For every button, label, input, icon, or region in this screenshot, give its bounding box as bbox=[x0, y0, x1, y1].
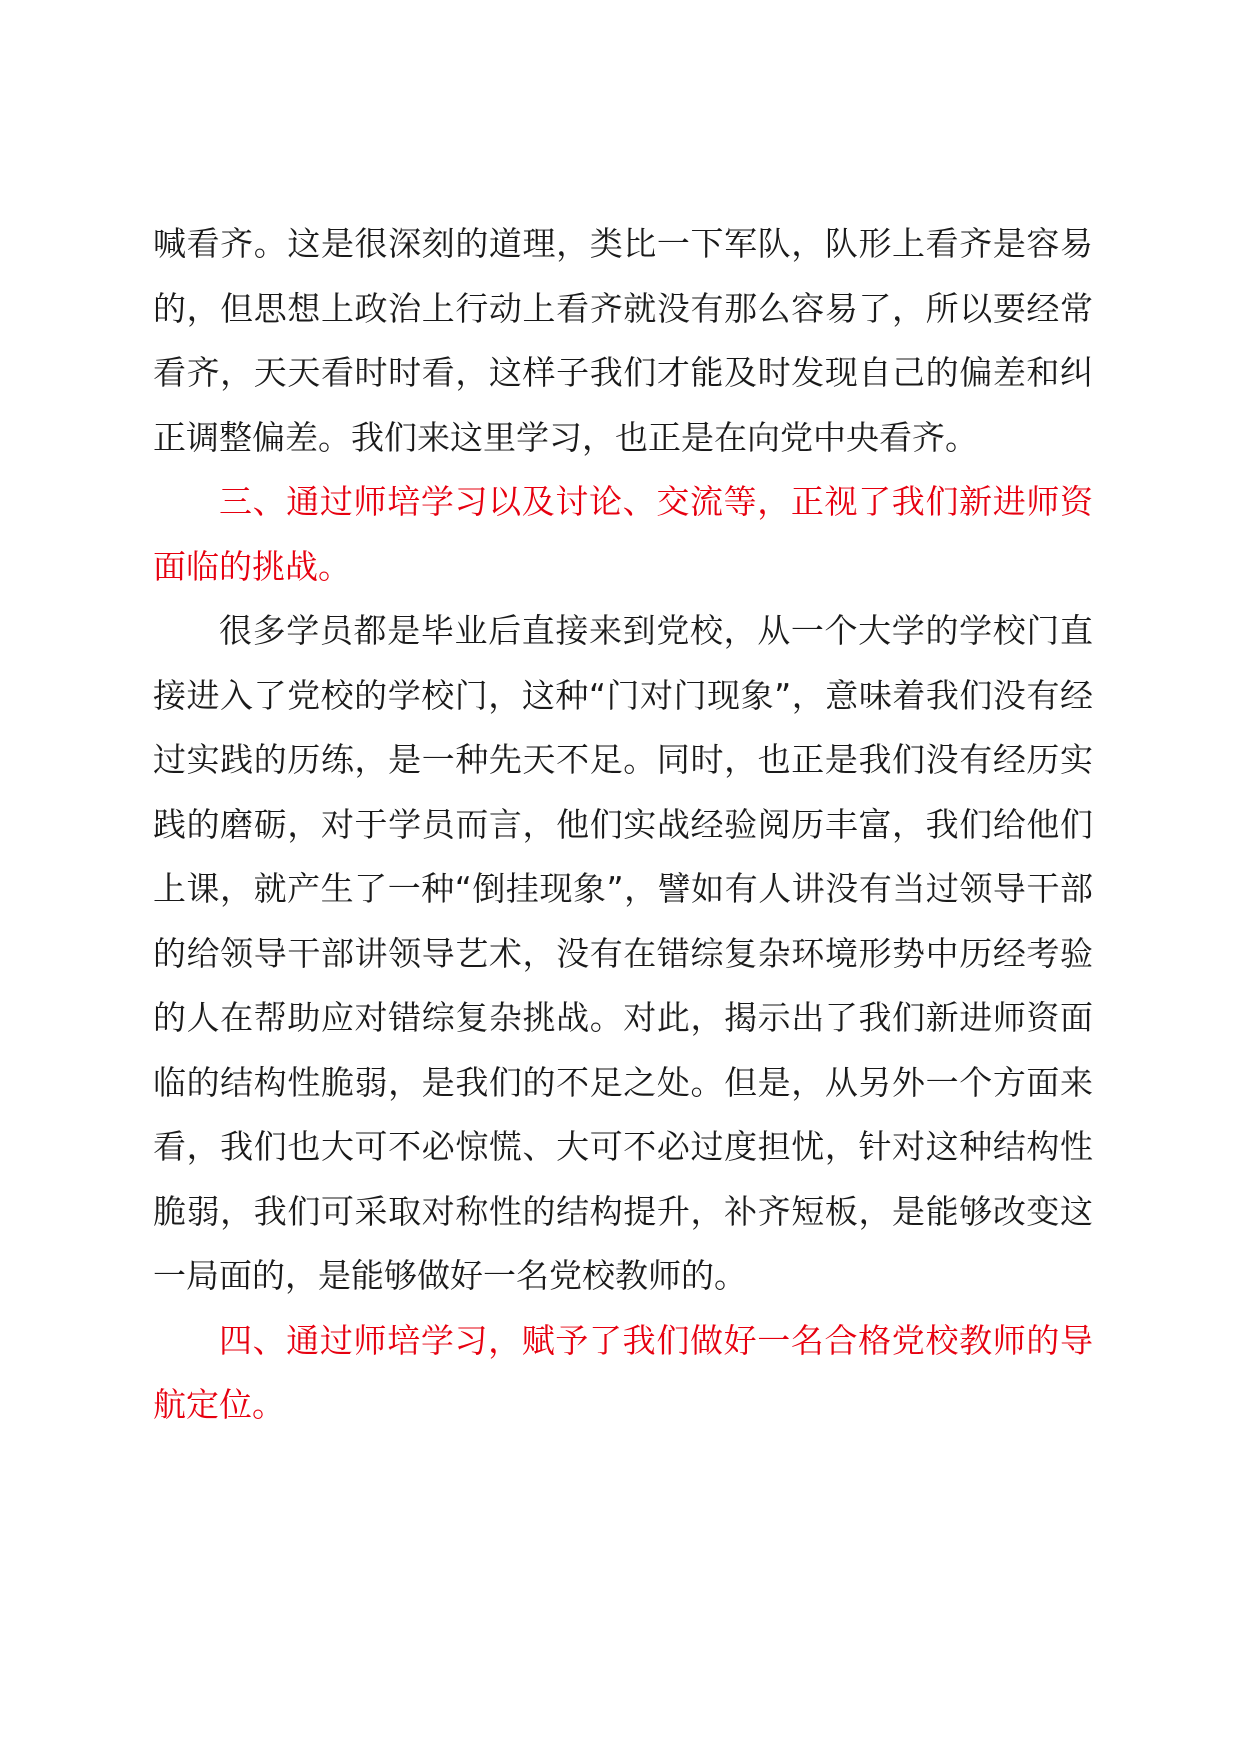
section-heading-three: 三、通过师培学习以及讨论、交流等，正视了我们新进师资面临的挑战。 bbox=[153, 482, 1093, 586]
document-body bbox=[153, 212, 1093, 1438]
body-paragraph-challenges: 很多学员都是毕业后直接来到党校，从一个大学的学校门直接进入了党校的学校门，这种“门对门现象”，意味着我们没有经过实践的历练，是一种先天不足。同时，也正是我们没有经历实践的磨砺，对于学员而言，他们实战经验阅历丰富，我们给他们上课，就产生了一种“倒挂现象”，譬如有人讲没有当过领导干部的给领导干部讲领导艺术，没有在错综复杂环境形势中历经考验的人在帮助应对错综复杂挑战。对此，揭示出了我们新进师资面临的结构性脆弱，是我们的不足之处。但是，从另外一个方面来看，我们也大可不必惊慌、大可不必过度担忧，针对这种结构性脆弱，我们可采取对称性的结构提升，补齐短板，是能够改变这一局面的，是能够做好一名党校教师的。 bbox=[153, 611, 1093, 1295]
body-paragraph-continued: 喊看齐。这是很深刻的道理，类比一下军队，队形上看齐是容易的，但思想上政治上行动上看齐就没有那么容易了，所以要经常看齐，天天看时时看，这样子我们才能及时发现自己的偏差和纠正调整偏差。我们来这里学习，也正是在向党中央看齐。 bbox=[153, 224, 1093, 457]
section-heading-four: 四、通过师培学习，赋予了我们做好一名合格党校教师的导航定位。 bbox=[153, 1320, 1093, 1424]
